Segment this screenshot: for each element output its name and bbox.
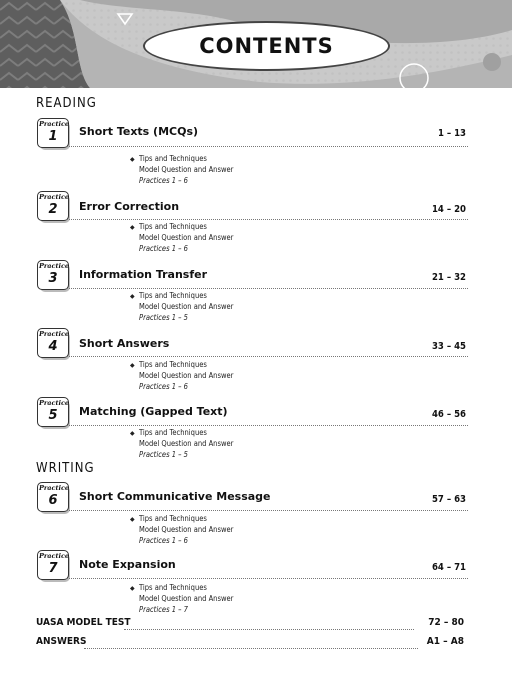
- model-test-label: UASA MODEL TEST: [36, 617, 131, 628]
- header-banner: [0, 0, 512, 88]
- practice-badge: [37, 550, 69, 580]
- badge-word: Practice: [39, 399, 70, 407]
- practice-title: Short Answers: [79, 337, 170, 350]
- model-test-pages: 72 – 80: [428, 617, 464, 628]
- practice-details: [139, 582, 233, 615]
- dotted-leader: [66, 288, 468, 289]
- practice-pages: 1 – 13: [437, 128, 466, 139]
- practice-pages: 33 – 45: [431, 341, 466, 352]
- bullet-icon: ◆: [130, 430, 135, 437]
- range-line: Practices 1 – 6: [139, 244, 188, 253]
- practice-title: Note Expansion: [79, 558, 176, 571]
- practice-details: [139, 513, 233, 546]
- badge-word: Practice: [39, 484, 70, 492]
- practice-title: Short Communicative Message: [79, 490, 271, 503]
- practice-details: [139, 290, 233, 323]
- bullet-icon: ◆: [130, 585, 135, 592]
- model-line: Model Question and Answer: [139, 525, 234, 534]
- practice-title: Matching (Gapped Text): [79, 405, 228, 418]
- dotted-leader: [66, 219, 468, 220]
- bullet-icon: ◆: [130, 516, 135, 523]
- badge-word: Practice: [39, 193, 70, 201]
- model-line: Model Question and Answer: [139, 302, 234, 311]
- bullet-icon: ◆: [130, 293, 135, 300]
- range-line: Practices 1 – 7: [139, 605, 188, 614]
- practice-details: [139, 153, 233, 186]
- page-title: CONTENTS: [143, 21, 390, 71]
- dotted-leader: [66, 425, 468, 426]
- badge-number: 5: [48, 408, 58, 423]
- bullet-icon: ◆: [130, 362, 135, 369]
- dotted-leader: [66, 356, 468, 357]
- range-line: Practices 1 – 5: [139, 313, 188, 322]
- model-line: Model Question and Answer: [139, 371, 234, 380]
- dotted-leader: [66, 510, 468, 511]
- range-line: Practices 1 – 5: [139, 450, 188, 459]
- range-line: Practices 1 – 6: [139, 536, 188, 545]
- practice-title: Error Correction: [79, 200, 180, 213]
- answers-label: ANSWERS: [36, 636, 87, 647]
- dotted-leader: [66, 146, 468, 147]
- model-line: Model Question and Answer: [139, 594, 234, 603]
- badge-number: 4: [48, 339, 58, 354]
- badge-word: Practice: [39, 552, 70, 560]
- badge-number: 2: [48, 202, 58, 217]
- practice-badge: [37, 397, 69, 427]
- practice-pages: 14 – 20: [431, 204, 466, 215]
- tips-line: Tips and Techniques: [139, 291, 207, 300]
- practice-badge: [37, 118, 69, 148]
- practice-title: Short Texts (MCQs): [79, 125, 199, 138]
- practice-pages: 64 – 71: [431, 562, 466, 573]
- tips-line: Tips and Techniques: [139, 222, 207, 231]
- badge-number: 6: [48, 493, 58, 508]
- badge-word: Practice: [39, 120, 70, 128]
- tips-line: Tips and Techniques: [139, 360, 207, 369]
- badge-number: 3: [48, 271, 58, 286]
- practice-badge: [37, 260, 69, 290]
- answers-pages: A1 – A8: [426, 636, 464, 647]
- tips-line: Tips and Techniques: [139, 583, 207, 592]
- practice-pages: 57 – 63: [431, 494, 466, 505]
- tips-line: Tips and Techniques: [139, 154, 207, 163]
- practice-details: [139, 359, 233, 392]
- bullet-icon: ◆: [130, 224, 135, 231]
- practice-pages: 21 – 32: [431, 272, 466, 283]
- model-line: Model Question and Answer: [139, 165, 234, 174]
- section-heading-writing: WRITING: [36, 461, 95, 476]
- range-line: Practices 1 – 6: [139, 382, 188, 391]
- dotted-leader: [124, 629, 414, 630]
- practice-badge: [37, 482, 69, 512]
- practice-details: [139, 427, 233, 460]
- badge-number: 7: [48, 561, 58, 576]
- badge-word: Practice: [39, 262, 70, 270]
- model-line: Model Question and Answer: [139, 439, 234, 448]
- tips-line: Tips and Techniques: [139, 514, 207, 523]
- dotted-leader: [66, 578, 468, 579]
- practice-badge: [37, 328, 69, 358]
- tips-line: Tips and Techniques: [139, 428, 207, 437]
- badge-word: Practice: [39, 330, 70, 338]
- range-line: Practices 1 – 6: [139, 176, 188, 185]
- practice-badge: [37, 191, 69, 221]
- dotted-leader: [84, 648, 418, 649]
- badge-number: 1: [48, 129, 58, 144]
- practice-title: Information Transfer: [79, 268, 208, 281]
- bullet-icon: ◆: [130, 156, 135, 163]
- section-heading-reading: READING: [36, 96, 97, 111]
- model-line: Model Question and Answer: [139, 233, 234, 242]
- practice-pages: 46 – 56: [431, 409, 466, 420]
- practice-details: [139, 221, 233, 254]
